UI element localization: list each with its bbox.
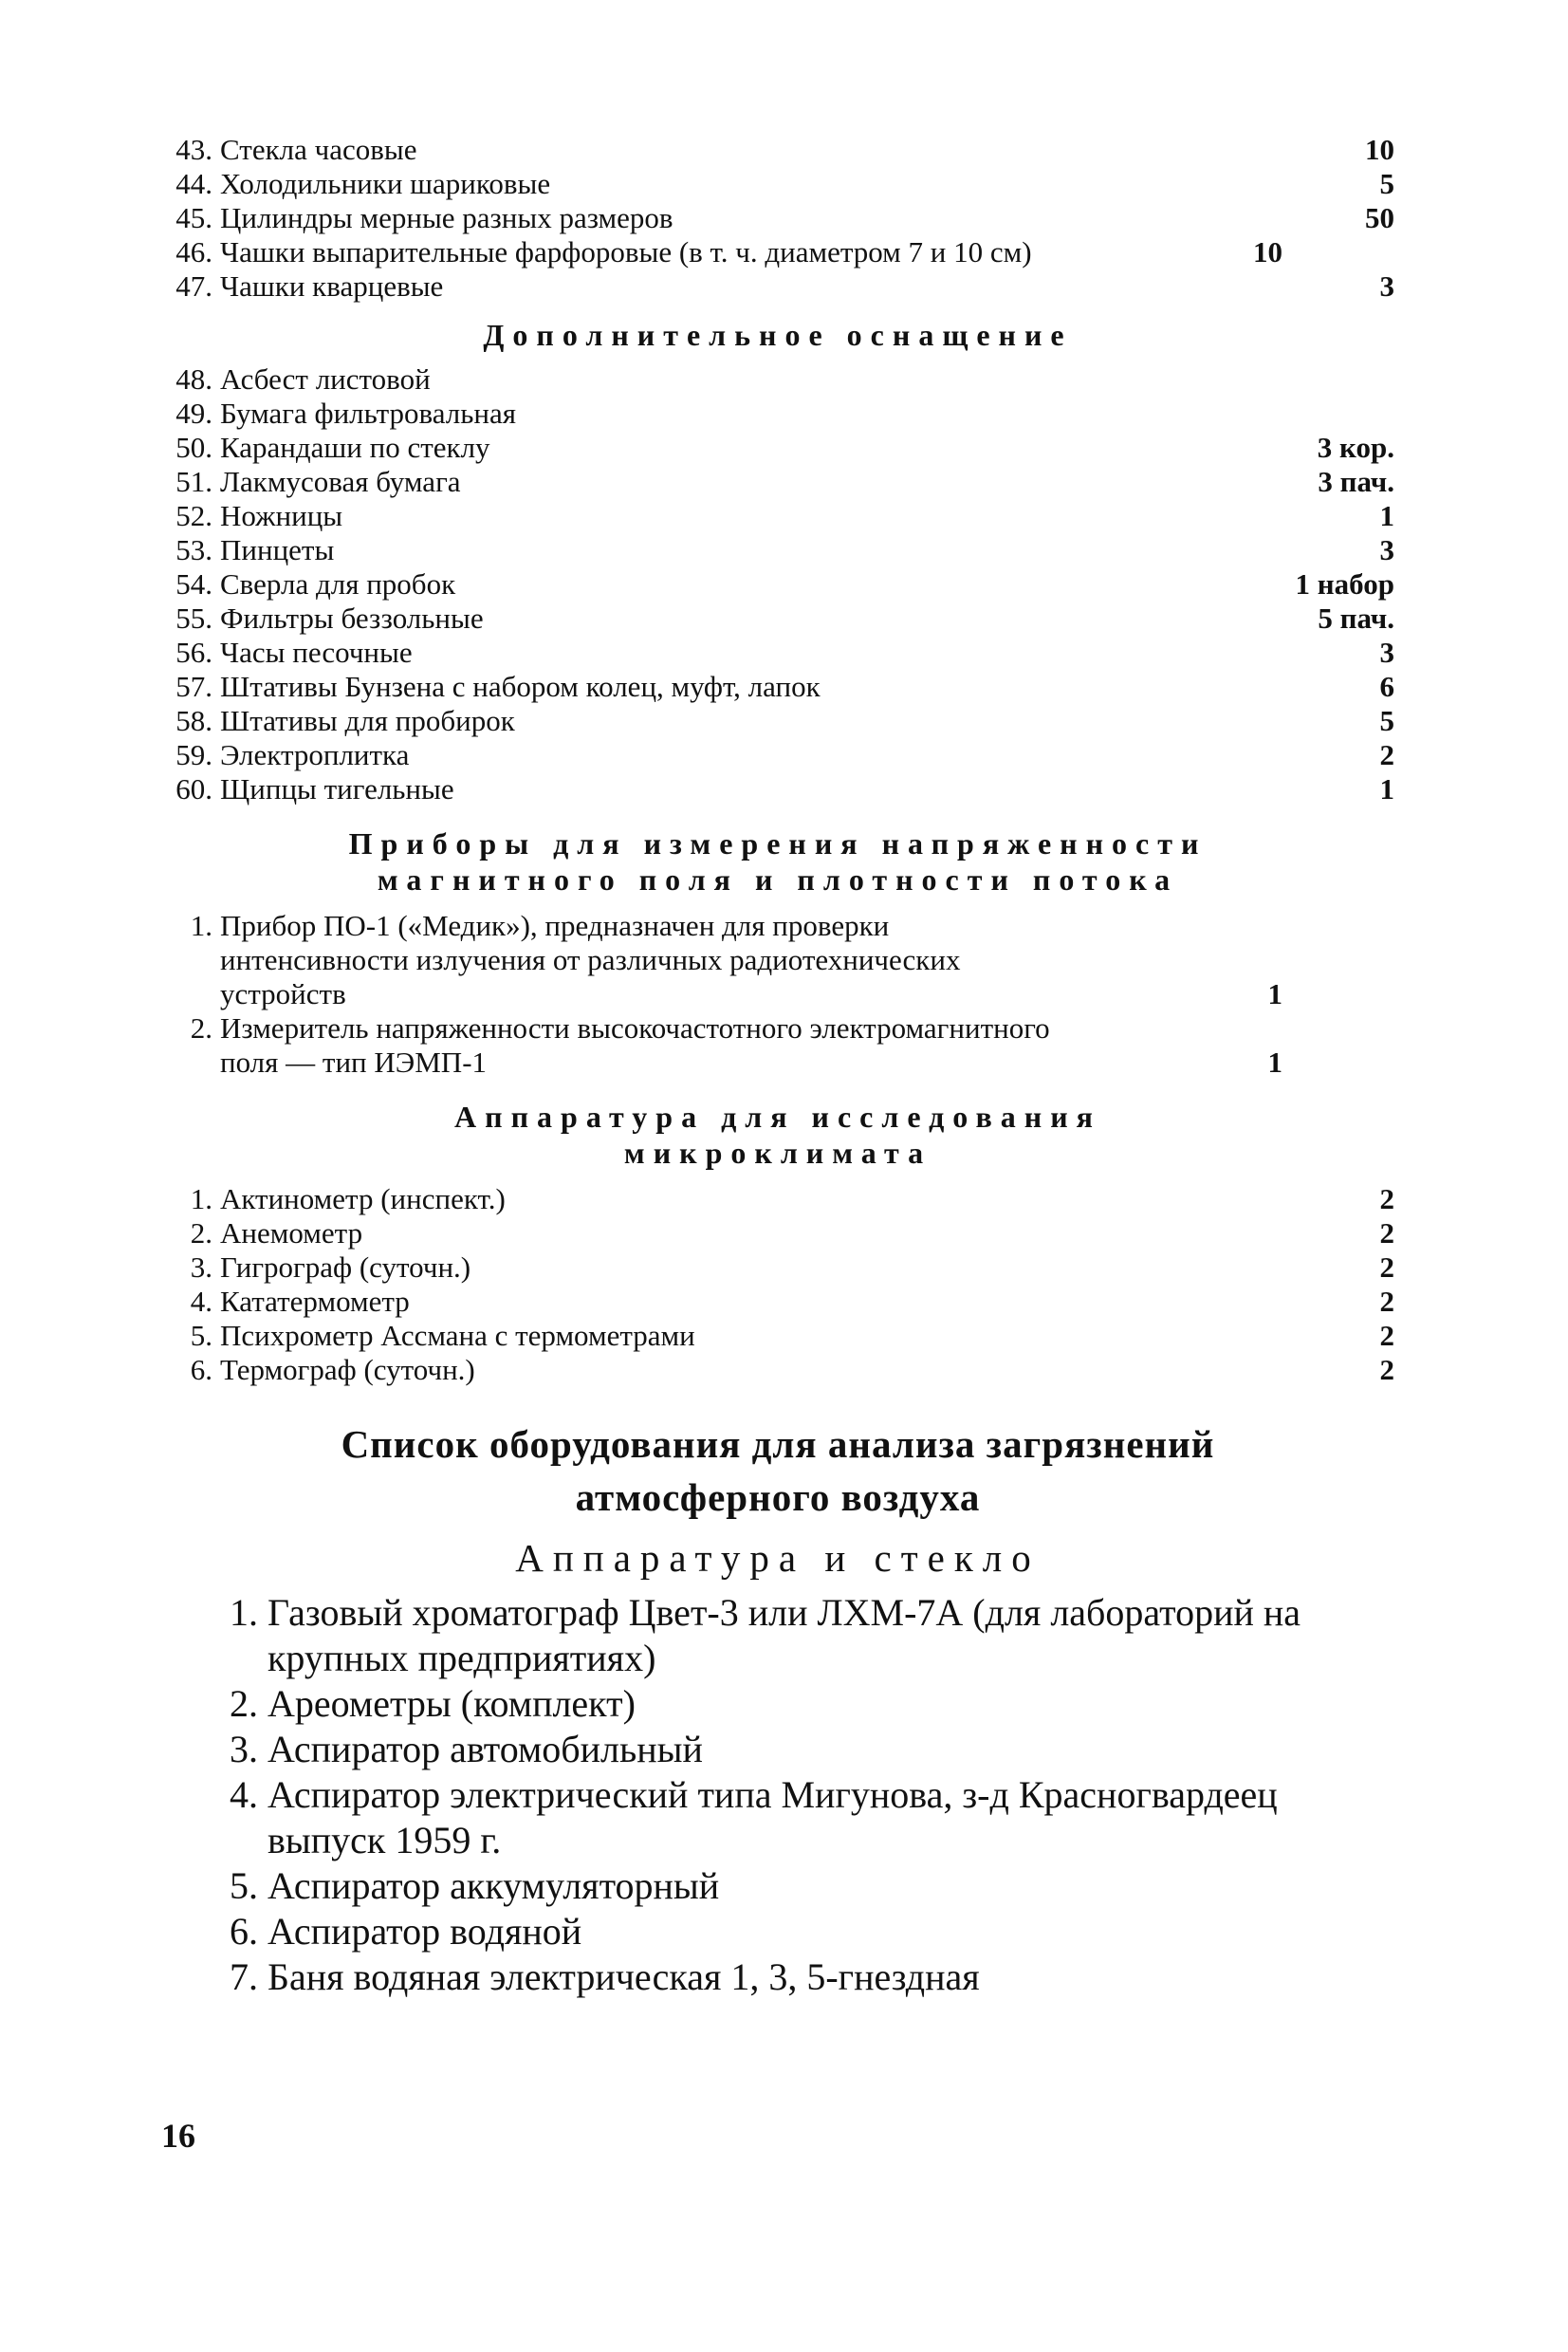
list-item <box>161 362 1394 397</box>
item-text: Ареометры (комплект) <box>267 1682 636 1725</box>
item-quantity: 2 <box>1379 1353 1394 1386</box>
item-text: Измеритель напряженности высокочастотного электромагнитного поля — тип ИЭМП-1 <box>220 1011 1050 1079</box>
item-text: Прибор ПО-1 («Медик»), предназначен для проверки интенсивности излучения от различных радиотехнических устройств <box>220 909 961 1010</box>
item-text: Карандаши по стеклу <box>220 431 490 464</box>
page-number: 16 <box>161 2117 195 2155</box>
item-number: 4. <box>190 1285 212 1318</box>
item-number: 2. <box>230 1682 258 1725</box>
item-number: 58. <box>175 704 212 737</box>
item-number: 54. <box>175 567 212 601</box>
item-quantity: 5 <box>1379 704 1394 737</box>
item-quantity: 5 <box>1379 167 1394 200</box>
item-number: 6. <box>190 1353 212 1386</box>
item-text: Асбест листовой <box>220 362 431 396</box>
item-number: 43. <box>175 133 212 166</box>
item-number: 44. <box>175 167 212 200</box>
section-title-line: микроклимата <box>623 1136 932 1170</box>
list-item <box>161 636 1394 670</box>
item-number: 47. <box>175 269 212 303</box>
item-text: Анемометр <box>220 1216 363 1250</box>
list-item <box>161 431 1394 465</box>
item-text: Аспиратор аккумуляторный <box>267 1864 720 1907</box>
list-item <box>161 909 1394 1011</box>
section-title-microclimate <box>161 1099 1394 1171</box>
item-number: 3. <box>230 1728 258 1770</box>
list-item <box>161 201 1394 235</box>
list-item <box>161 738 1394 772</box>
item-text: Термограф (суточн.) <box>220 1353 475 1386</box>
item-quantity: 1 набор <box>1295 567 1394 601</box>
item-quantity: 2 <box>1379 1319 1394 1352</box>
item-number: 52. <box>175 499 212 532</box>
page-content <box>161 133 1394 2000</box>
item-text: Чашки кварцевые <box>220 269 444 303</box>
item-number: 1. <box>190 909 212 942</box>
list-item <box>161 167 1394 201</box>
item-text: Аспиратор электрический типа Мигунова, з-д Красногвардеец выпуск 1959 г. <box>267 1773 1278 1861</box>
item-text: Штативы Бунзена с набором колец, муфт, лапок <box>220 670 821 703</box>
item-number: 50. <box>175 431 212 464</box>
list-item <box>161 602 1394 636</box>
list-item <box>161 1319 1394 1353</box>
item-number: 48. <box>175 362 212 396</box>
list-item <box>161 1216 1394 1250</box>
list-item <box>161 499 1394 533</box>
list-item <box>209 1681 1394 1727</box>
list-item <box>209 1863 1394 1909</box>
list-item <box>161 567 1394 602</box>
equipment-list-microclimate <box>161 1182 1394 1387</box>
item-number: 49. <box>175 397 212 430</box>
item-quantity: 10 <box>1253 235 1282 269</box>
item-quantity: 1 <box>1379 499 1394 532</box>
item-number: 7. <box>230 1955 258 1998</box>
item-quantity: 2 <box>1379 1216 1394 1250</box>
list-item <box>161 1182 1394 1216</box>
item-text: Гигрограф (суточн.) <box>220 1250 471 1284</box>
list-item <box>161 235 1394 269</box>
list-item <box>161 1250 1394 1285</box>
list-item <box>161 704 1394 738</box>
item-quantity: 50 <box>1365 201 1394 234</box>
item-text: Щипцы тигельные <box>220 772 454 806</box>
equipment-list-additional <box>161 362 1394 806</box>
item-text: Актинометр (инспект.) <box>220 1182 506 1215</box>
item-number: 57. <box>175 670 212 703</box>
item-text: Лакмусовая бумага <box>220 465 461 498</box>
list-item <box>209 1727 1394 1772</box>
item-quantity: 6 <box>1379 670 1394 703</box>
main-title <box>161 1417 1394 1524</box>
item-number: 5. <box>190 1319 212 1352</box>
item-text: Холодильники шариковые <box>220 167 551 200</box>
equipment-list-devices <box>161 909 1394 1080</box>
item-text: Сверла для пробок <box>220 567 456 601</box>
item-text: Пинцеты <box>220 533 335 566</box>
item-quantity: 2 <box>1379 1285 1394 1318</box>
section-title-additional: Дополнительное оснащение <box>483 318 1073 352</box>
section-title-line: Аппаратура для исследования <box>454 1100 1101 1134</box>
list-item <box>161 670 1394 704</box>
list-item <box>161 1353 1394 1387</box>
list-item <box>209 1909 1394 1954</box>
item-number: 55. <box>175 602 212 635</box>
item-number: 4. <box>230 1773 258 1816</box>
item-text: Газовый хроматограф Цвет-3 или ЛХМ-7А (для лабораторий на крупных предприятиях) <box>267 1591 1301 1679</box>
item-number: 2. <box>190 1011 212 1045</box>
item-quantity: 1 <box>1267 977 1282 1010</box>
item-text: Чашки выпарительные фарфоровые (в т. ч. диаметром 7 и 10 см) <box>220 235 1032 269</box>
item-number: 3. <box>190 1250 212 1284</box>
item-text: Кататермометр <box>220 1285 410 1318</box>
item-text: Аспиратор водяной <box>267 1910 582 1953</box>
item-text: Электроплитка <box>220 738 410 771</box>
item-text: Стекла часовые <box>220 133 417 166</box>
item-quantity: 2 <box>1379 1250 1394 1284</box>
list-item <box>161 397 1394 431</box>
main-title-line: атмосферного воздуха <box>575 1475 981 1519</box>
item-number: 6. <box>230 1910 258 1953</box>
item-text: Фильтры беззольные <box>220 602 484 635</box>
item-text: Штативы для пробирок <box>220 704 515 737</box>
item-number: 45. <box>175 201 212 234</box>
equipment-list-glassware <box>161 133 1394 304</box>
item-quantity: 2 <box>1379 1182 1394 1215</box>
item-text: Бумага фильтровальная <box>220 397 517 430</box>
list-item <box>161 269 1394 304</box>
item-text: Баня водяная электрическая 1, 3, 5-гнездная <box>267 1955 980 1998</box>
main-title-line: Список оборудования для анализа загрязнений <box>341 1422 1215 1466</box>
item-quantity: 3 <box>1379 533 1394 566</box>
item-text: Цилиндры мерные разных размеров <box>220 201 673 234</box>
item-text: Психрометр Ассмана с термометрами <box>220 1319 695 1352</box>
item-number: 53. <box>175 533 212 566</box>
item-number: 51. <box>175 465 212 498</box>
item-text: Часы песочные <box>220 636 413 669</box>
list-item <box>161 465 1394 499</box>
item-number: 5. <box>230 1864 258 1907</box>
item-quantity: 1 <box>1267 1046 1282 1079</box>
section-title-devices <box>161 825 1394 898</box>
item-quantity: 10 <box>1365 133 1394 166</box>
section-title-line: Приборы для измерения напряженности <box>348 826 1208 861</box>
item-quantity: 3 пач. <box>1318 465 1394 498</box>
item-number: 1. <box>230 1591 258 1634</box>
item-number: 59. <box>175 738 212 771</box>
item-number: 46. <box>175 235 212 269</box>
item-quantity: 3 <box>1379 269 1394 303</box>
equipment-list-air-analysis <box>209 1590 1394 2000</box>
list-item <box>161 1011 1394 1080</box>
section-title-glass: Аппаратура и стекло <box>515 1536 1041 1580</box>
list-item <box>161 133 1394 167</box>
list-item <box>161 533 1394 567</box>
list-item <box>209 1590 1394 1681</box>
item-number: 60. <box>175 772 212 806</box>
list-item <box>209 1954 1394 2000</box>
item-text: Аспиратор автомобильный <box>267 1728 703 1770</box>
item-quantity: 2 <box>1379 738 1394 771</box>
list-item <box>209 1772 1394 1863</box>
list-item <box>161 1285 1394 1319</box>
section-title-line: магнитного поля и плотности потока <box>377 862 1179 897</box>
item-text: Ножницы <box>220 499 343 532</box>
item-number: 56. <box>175 636 212 669</box>
item-quantity: 1 <box>1379 772 1394 806</box>
item-quantity: 3 <box>1379 636 1394 669</box>
item-quantity: 5 пач. <box>1318 602 1394 635</box>
item-number: 1. <box>190 1182 212 1215</box>
item-quantity: 3 кор. <box>1317 431 1394 464</box>
item-number: 2. <box>190 1216 212 1250</box>
list-item <box>161 772 1394 806</box>
